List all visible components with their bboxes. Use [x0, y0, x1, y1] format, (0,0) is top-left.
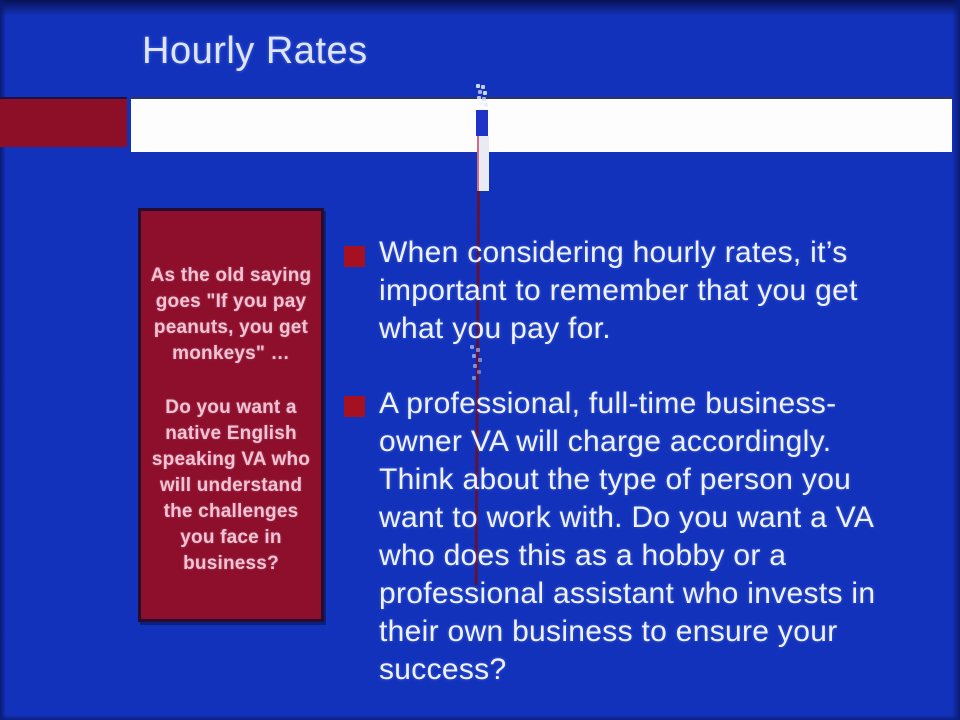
bullet-line: A professional, full-time business-	[379, 387, 837, 420]
bullet-line: Think about the type of person you	[379, 463, 852, 496]
slide-bottom-edge-vignette	[0, 715, 960, 720]
slide-top-edge-vignette	[0, 0, 960, 16]
quote-line: will understand	[159, 475, 303, 496]
quote-line: business?	[183, 553, 279, 574]
divider-bar-red-block	[0, 97, 127, 147]
quote-box	[138, 208, 324, 622]
bullet-marker-icon	[344, 246, 365, 267]
playhead-glyph-speckles-icon	[476, 84, 480, 88]
quote-line: monkeys" …	[172, 343, 290, 364]
bullet-line: who does this as a hobby or a	[379, 539, 787, 572]
bullet-line: When considering hourly rates, it’s	[379, 236, 848, 269]
quote-line: native English	[165, 423, 297, 444]
bullet-line: what you pay for.	[379, 312, 611, 345]
quote-line: speaking VA who	[151, 449, 311, 470]
bullet-line: professional assistant who invests in	[379, 577, 876, 610]
divider-bar-white	[131, 97, 952, 152]
bullet-line: their own business to ensure your	[379, 615, 838, 648]
bullet-line: owner VA will charge accordingly.	[379, 425, 832, 458]
slide-title: Hourly Rates	[142, 30, 368, 72]
bullet-item-1	[379, 234, 858, 348]
quote-paragraph-2	[141, 395, 321, 577]
quote-line: Do you want a	[165, 397, 297, 418]
quote-line: goes "If you pay	[155, 291, 307, 312]
slide-right-edge-vignette	[952, 0, 960, 720]
quote-line: the challenges	[163, 501, 299, 522]
bullet-marker-icon	[344, 396, 365, 417]
quote-line: peanuts, you get	[153, 317, 309, 338]
bullet-line: want to work with. Do you want a VA	[379, 501, 875, 534]
quote-line: you face in	[180, 527, 282, 548]
playhead-thumb-upper	[476, 110, 488, 136]
playhead-thumb-lower	[477, 136, 489, 191]
quote-paragraph-1	[141, 263, 321, 367]
quote-line: As the old saying	[150, 265, 312, 286]
bullet-line: important to remember that you get	[379, 274, 858, 307]
bullet-line: success?	[379, 653, 507, 686]
bullet-item-2	[379, 385, 875, 689]
